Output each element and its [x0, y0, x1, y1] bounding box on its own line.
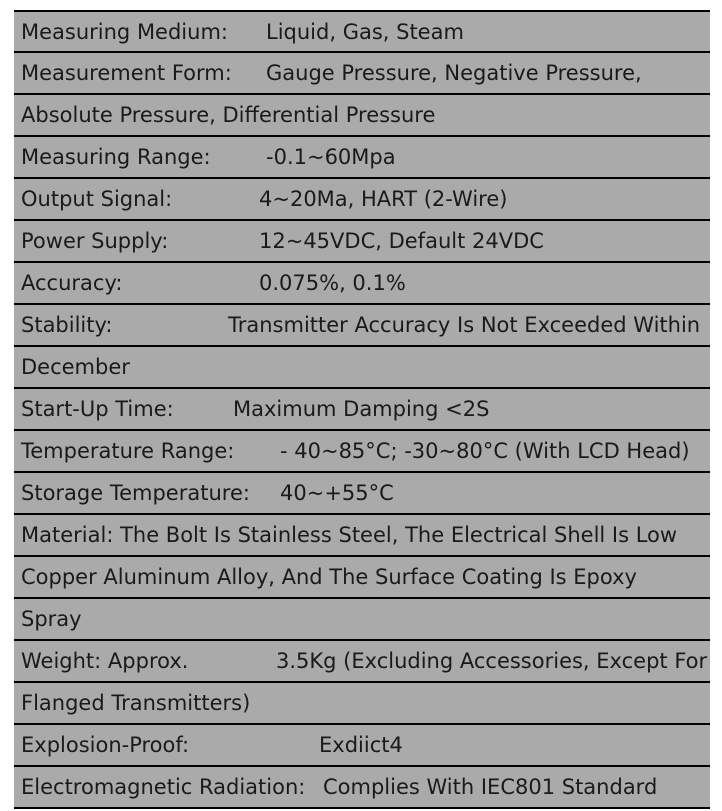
spec-value: - 40~85°C; -30~80°C (With LCD Head): [280, 439, 690, 463]
spec-label: Absolute Pressure, Differential Pressure: [21, 103, 436, 127]
spec-row-start-up-time: [14, 389, 710, 431]
spec-label: Accuracy:: [21, 271, 123, 295]
spec-row-explosion-proof: [14, 725, 710, 767]
spec-row-temperature-range: [14, 431, 710, 473]
spec-row-electromagnetic-radiation: [14, 767, 710, 809]
spec-value: -0.1~60Mpa: [266, 145, 396, 169]
spec-value: Complies With IEC801 Standard: [323, 775, 658, 799]
spec-row-measurement-form: [14, 53, 710, 95]
spec-row-storage-temperature: [14, 473, 710, 515]
spec-value: 40~+55°C: [280, 481, 394, 505]
spec-label: Stability:: [21, 313, 113, 337]
spec-row-accuracy: [14, 263, 710, 305]
spec-label: Copper Aluminum Alloy, And The Surface Coating Is Epoxy: [21, 565, 637, 589]
spec-value: 0.075%, 0.1%: [259, 271, 406, 295]
spec-value: 4~20Ma, HART (2-Wire): [259, 187, 508, 211]
spec-label: Electromagnetic Radiation:: [21, 775, 306, 799]
spec-label: Temperature Range:: [21, 439, 235, 463]
spec-row-material-cont: [14, 557, 710, 599]
spec-table: [14, 10, 710, 810]
spec-row-stability-cont: [14, 347, 710, 389]
spec-label: Storage Temperature:: [21, 481, 250, 505]
spec-row-material-cont-2: [14, 599, 710, 641]
spec-label: Explosion-Proof:: [21, 733, 190, 757]
spec-label: Material: The Bolt Is Stainless Steel, The Electrical Shell Is Low: [21, 523, 678, 547]
spec-label: Power Supply:: [21, 229, 169, 253]
spec-row-stability: [14, 305, 710, 347]
spec-value: Liquid, Gas, Steam: [266, 20, 464, 44]
spec-row-weight: [14, 641, 710, 683]
spec-label: Start-Up Time:: [21, 397, 174, 421]
spec-value: Maximum Damping <2S: [233, 397, 490, 421]
spec-label: Output Signal:: [21, 187, 173, 211]
spec-row-output-signal: [14, 179, 710, 221]
spec-row-measuring-medium: [14, 11, 710, 53]
spec-label: Flanged Transmitters): [21, 691, 251, 715]
spec-value: Gauge Pressure, Negative Pressure,: [266, 61, 642, 85]
spec-label: Measurement Form:: [21, 61, 232, 85]
spec-label: Spray: [21, 607, 82, 631]
spec-row-measurement-form-cont: [14, 95, 710, 137]
spec-value: Transmitter Accuracy Is Not Exceeded Within: [228, 313, 701, 337]
spec-value: Exdiict4: [319, 733, 403, 757]
spec-label: Measuring Range:: [21, 145, 211, 169]
spec-value: 12~45VDC, Default 24VDC: [259, 229, 544, 253]
spec-label: Weight: Approx.: [21, 649, 189, 673]
spec-row-measuring-range: [14, 137, 710, 179]
spec-label: Measuring Medium:: [21, 20, 228, 44]
spec-value: 3.5Kg (Excluding Accessories, Except For: [276, 649, 708, 673]
spec-label: December: [21, 355, 130, 379]
spec-row-material: [14, 515, 710, 557]
spec-row-weight-cont: [14, 683, 710, 725]
spec-row-power-supply: [14, 221, 710, 263]
